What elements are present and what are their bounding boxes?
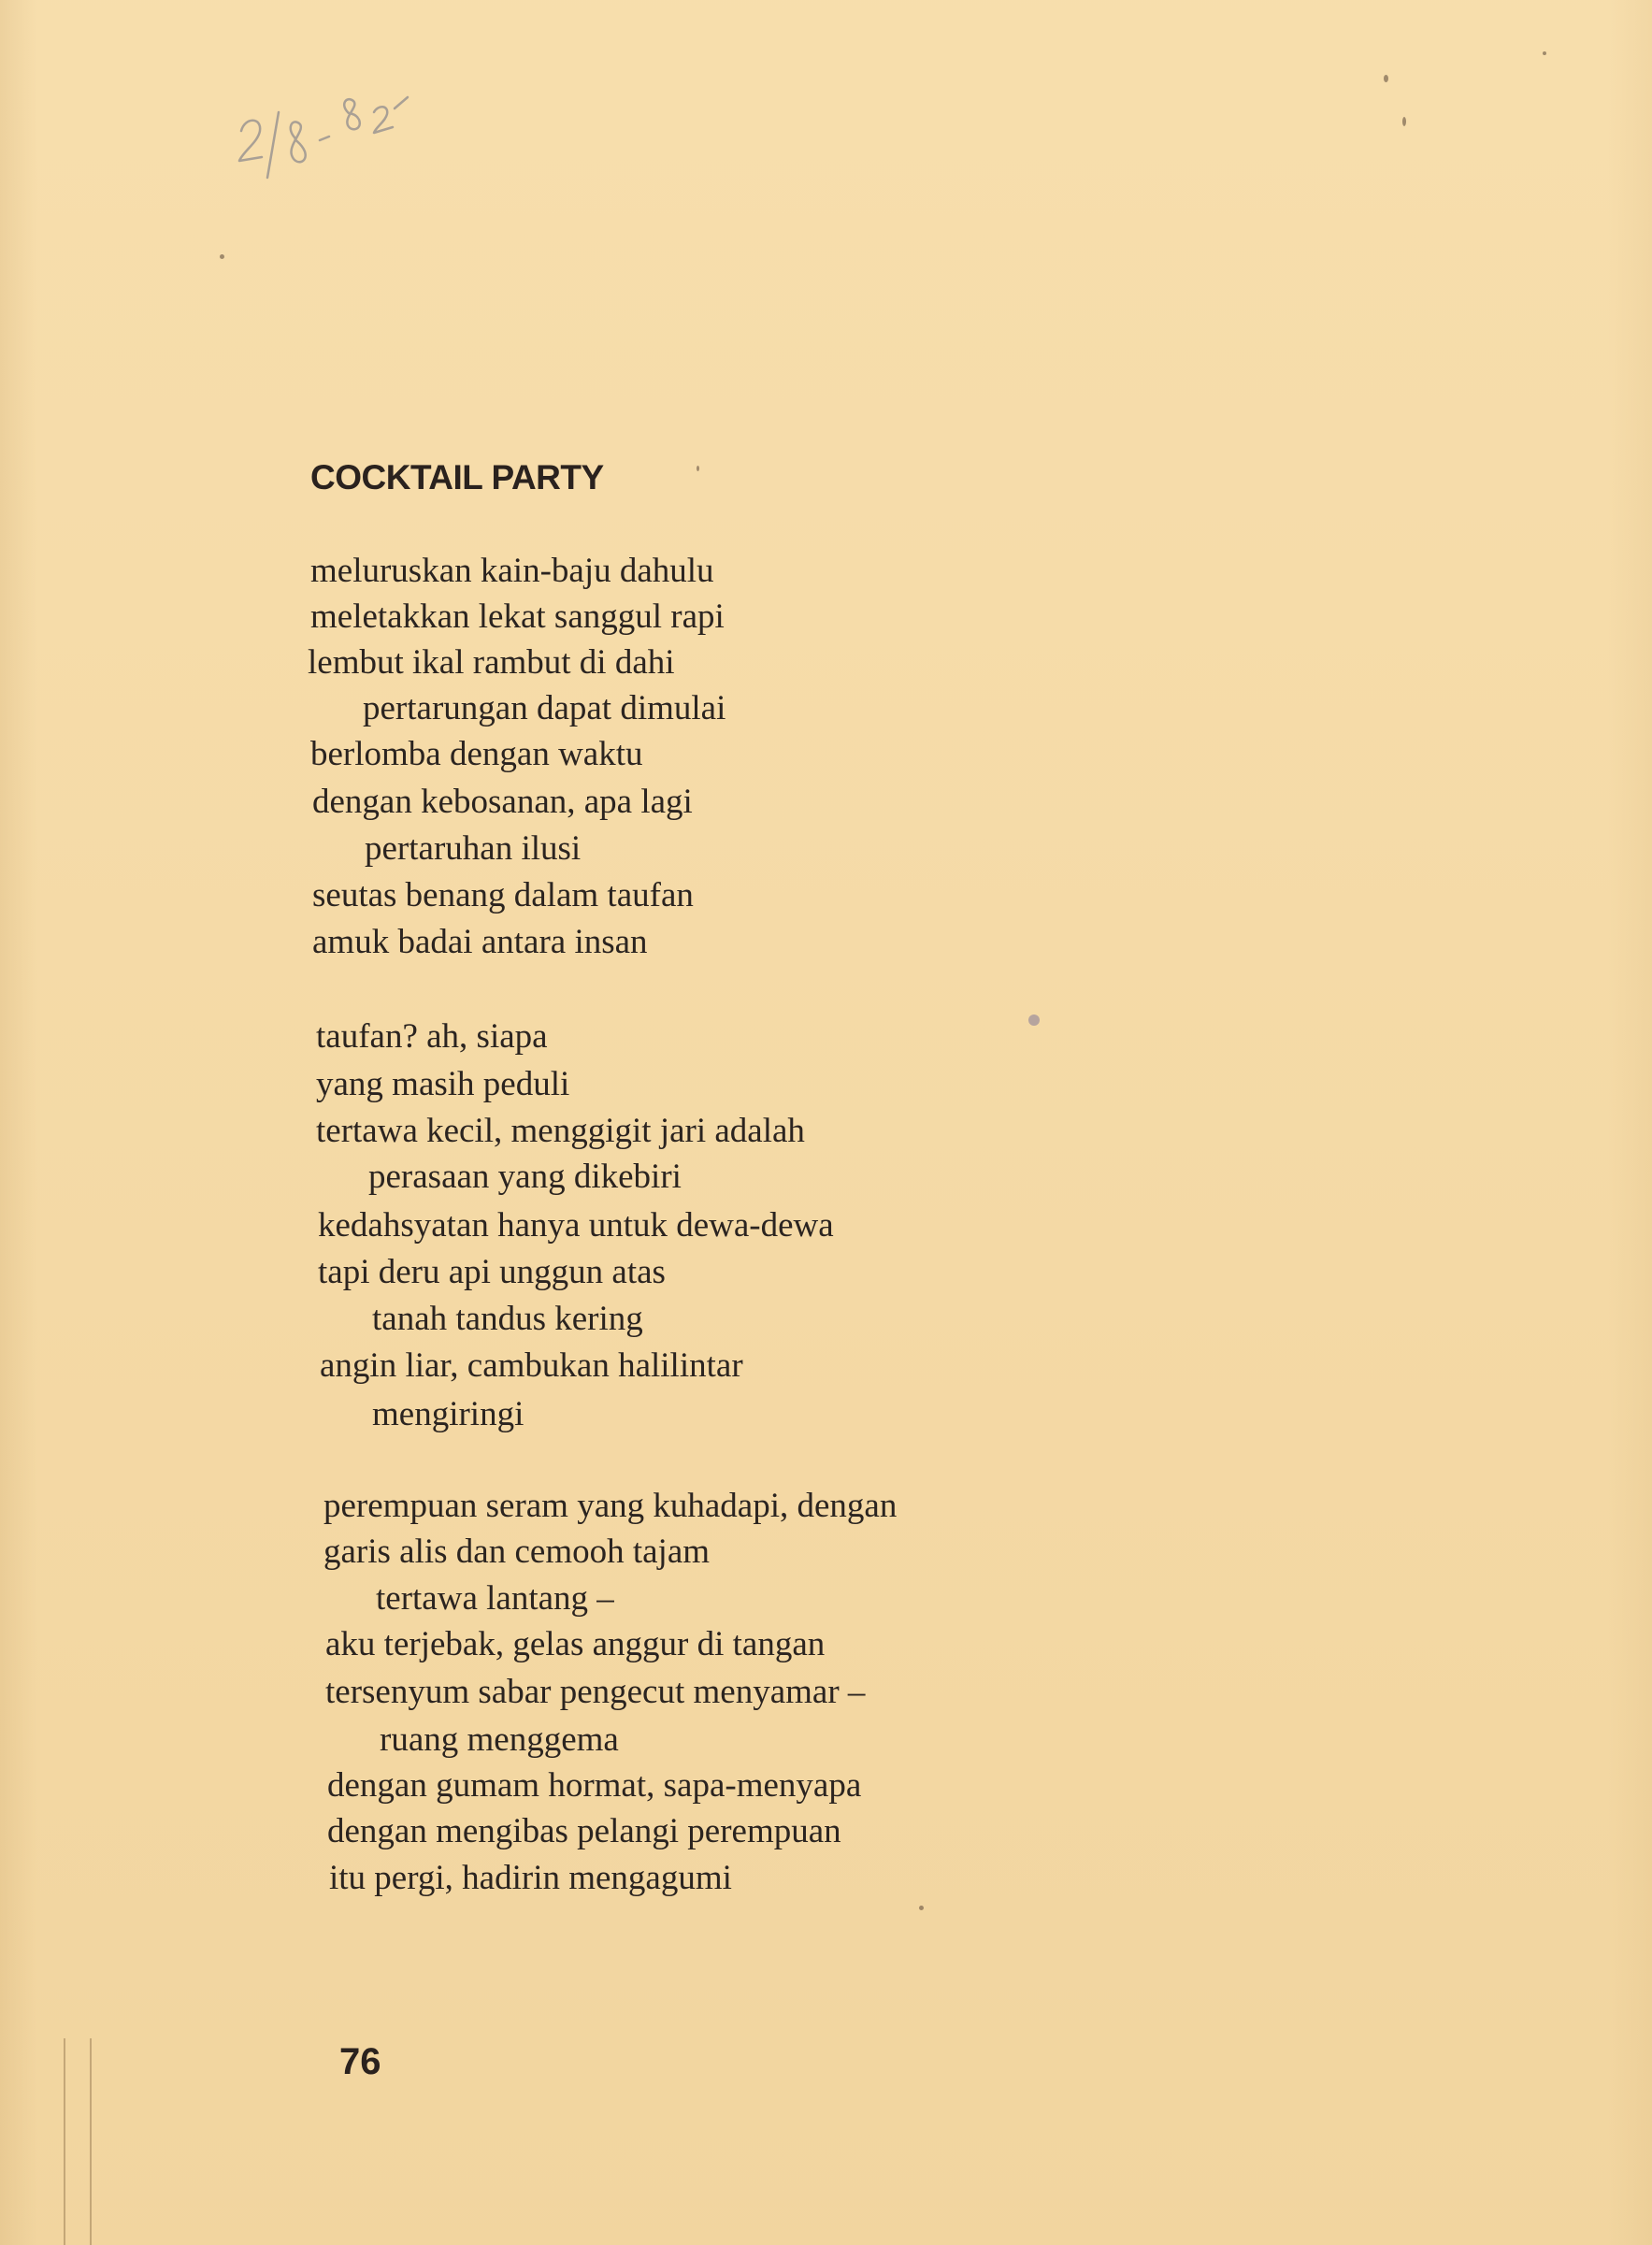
poem-line: angin liar, cambukan halilintar (320, 1346, 743, 1385)
poem-line: meluruskan kain-baju dahulu (310, 552, 714, 590)
paper-edge-line (90, 2038, 92, 2245)
paper-edge-line (64, 2038, 65, 2245)
poem-line: tertawa lantang – (376, 1579, 614, 1618)
page-number: 76 (339, 2041, 381, 2082)
poem-line: taufan? ah, siapa (316, 1017, 548, 1056)
poem-line: aku terjebak, gelas anggur di tangan (325, 1625, 826, 1663)
poem-line: tanah tandus kering (372, 1300, 643, 1338)
paper-speck (1402, 117, 1406, 126)
poem-line: meletakkan lekat sanggul rapi (310, 597, 725, 636)
poem-title: COCKTAIL PARTY (310, 458, 604, 496)
poem-line: perempuan seram yang kuhadapi, dengan (323, 1487, 898, 1525)
poem-line: tersenyum sabar pengecut menyamar – (325, 1673, 866, 1711)
poem-line: berlomba dengan waktu (310, 735, 643, 773)
paper-speck (919, 1906, 924, 1910)
paper-speck (220, 254, 224, 259)
poem-line: pertarungan dapat dimulai (363, 689, 726, 727)
poem-line: garis alis dan cemooh tajam (323, 1533, 711, 1571)
poem-line: yang masih peduli (316, 1065, 570, 1103)
paper-speck (1543, 51, 1546, 55)
poem-line: amuk badai antara insan (312, 923, 648, 961)
handwritten-date-annotation (234, 75, 421, 196)
poem-line: itu pergi, hadirin mengagumi (329, 1859, 732, 1897)
paper-speck (697, 466, 699, 471)
poem-line: tapi deru api unggun atas (318, 1253, 666, 1291)
poem-line: tertawa kecil, menggigit jari adalah (316, 1112, 805, 1150)
poem-line: dengan mengibas pelangi perempuan (327, 1812, 841, 1850)
poem-line: dengan kebosanan, apa lagi (312, 783, 693, 821)
poem-line: lembut ikal rambut di dahi (308, 643, 675, 682)
paper-speck (1028, 1015, 1040, 1026)
poem-line: pertaruhan ilusi (365, 829, 582, 868)
poem-line: kedahsyatan hanya untuk dewa-dewa (318, 1206, 834, 1245)
poem-line: dengan gumam hormat, sapa-menyapa (327, 1766, 862, 1805)
poem-line: perasaan yang dikebiri (368, 1158, 682, 1196)
paper-speck (1384, 75, 1388, 82)
poem-line: ruang menggema (380, 1720, 619, 1759)
poem-line: seutas benang dalam taufan (312, 876, 694, 914)
poem-line: mengiringi (372, 1395, 524, 1433)
